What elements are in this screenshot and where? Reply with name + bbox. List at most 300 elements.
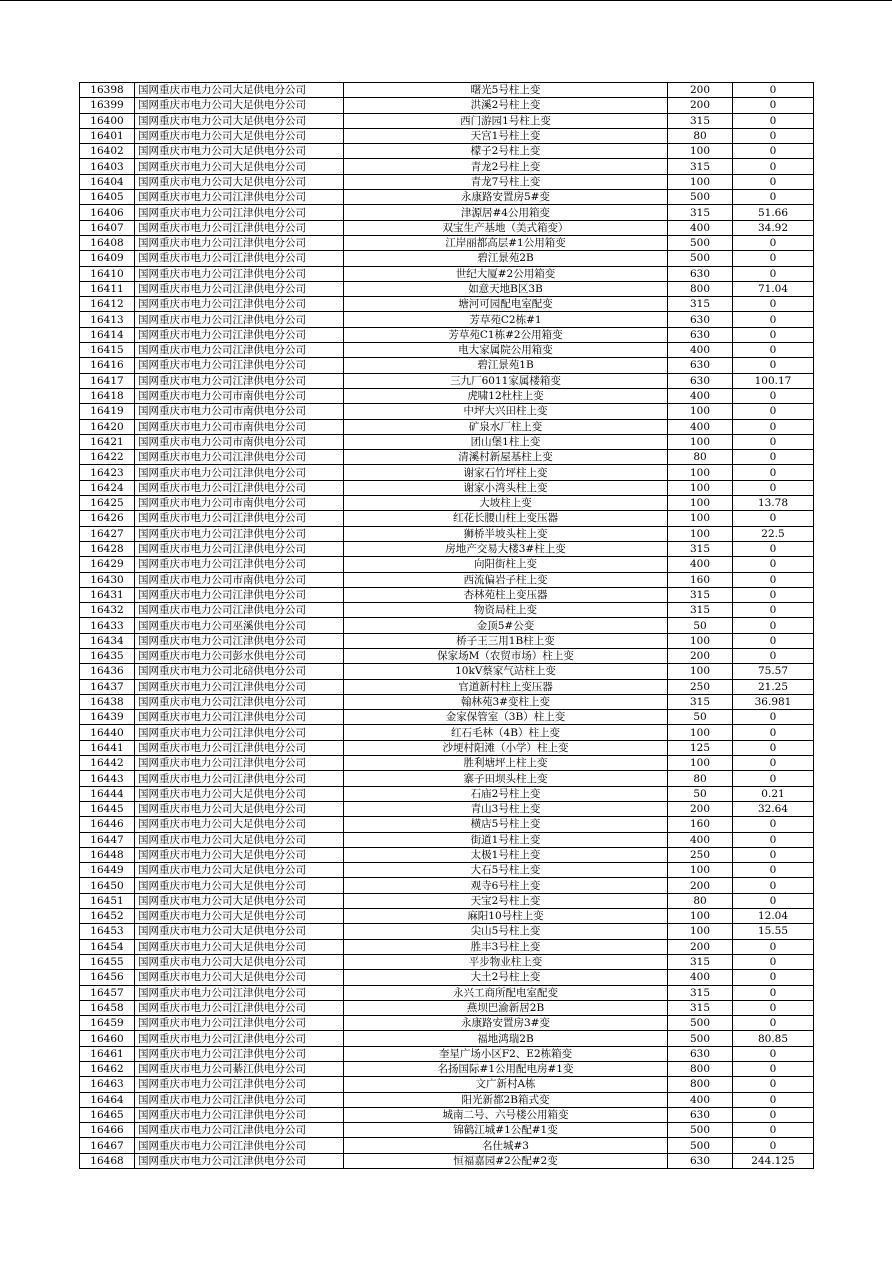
capacity-cell: 200 xyxy=(668,801,733,816)
value-cell: 0 xyxy=(733,756,814,771)
row-id-cell: 16419 xyxy=(80,404,135,419)
company-cell: 国网重庆市电力公司大足供电分公司 xyxy=(135,924,344,939)
transformer-name-cell: 天宝2号柱上变 xyxy=(344,893,668,908)
row-id-cell: 16418 xyxy=(80,388,135,403)
row-id-cell: 16451 xyxy=(80,893,135,908)
table-row xyxy=(80,786,814,801)
table-row xyxy=(80,404,814,419)
company-cell: 国网重庆市电力公司江津供电分公司 xyxy=(135,756,344,771)
company-cell: 国网重庆市电力公司大足供电分公司 xyxy=(135,893,344,908)
company-cell: 国网重庆市电力公司大足供电分公司 xyxy=(135,817,344,832)
value-cell: 0 xyxy=(733,847,814,862)
table-row xyxy=(80,587,814,602)
table-row xyxy=(80,159,814,174)
transformer-name-cell: 青龙7号柱上变 xyxy=(344,174,668,189)
transformer-name-cell: 太极1号柱上变 xyxy=(344,847,668,862)
value-cell: 12.04 xyxy=(733,909,814,924)
row-id-cell: 16424 xyxy=(80,480,135,495)
capacity-cell: 630 xyxy=(668,327,733,342)
capacity-cell: 125 xyxy=(668,740,733,755)
company-cell: 国网重庆市电力公司江津供电分公司 xyxy=(135,343,344,358)
row-id-cell: 16421 xyxy=(80,434,135,449)
capacity-cell: 80 xyxy=(668,893,733,908)
table-row xyxy=(80,924,814,939)
value-cell: 34.92 xyxy=(733,220,814,235)
table-row xyxy=(80,664,814,679)
transformer-name-cell: 杏林苑柱上变压器 xyxy=(344,587,668,602)
row-id-cell: 16440 xyxy=(80,725,135,740)
company-cell: 国网重庆市电力公司大足供电分公司 xyxy=(135,113,344,128)
transformer-name-cell: 锦鹤江城#1公配#1变 xyxy=(344,1123,668,1138)
capacity-cell: 100 xyxy=(668,664,733,679)
transformer-name-cell: 津源居#4公用箱变 xyxy=(344,205,668,220)
capacity-cell: 800 xyxy=(668,281,733,296)
row-id-cell: 16459 xyxy=(80,1016,135,1031)
company-cell: 国网重庆市电力公司江津供电分公司 xyxy=(135,281,344,296)
row-id-cell: 16445 xyxy=(80,801,135,816)
value-cell: 0 xyxy=(733,98,814,113)
table-row xyxy=(80,388,814,403)
capacity-cell: 630 xyxy=(668,1107,733,1122)
transformer-name-cell: 红石毛林（4B）柱上变 xyxy=(344,725,668,740)
value-cell: 100.17 xyxy=(733,373,814,388)
company-cell: 国网重庆市电力公司江津供电分公司 xyxy=(135,710,344,725)
company-cell: 国网重庆市电力公司江津供电分公司 xyxy=(135,1107,344,1122)
row-id-cell: 16466 xyxy=(80,1123,135,1138)
transformer-name-cell: 虎啸12杜柱上变 xyxy=(344,388,668,403)
row-id-cell: 16444 xyxy=(80,786,135,801)
table-row xyxy=(80,1153,814,1168)
capacity-cell: 630 xyxy=(668,312,733,327)
company-cell: 国网重庆市电力公司大足供电分公司 xyxy=(135,801,344,816)
company-cell: 国网重庆市电力公司大足供电分公司 xyxy=(135,970,344,985)
row-id-cell: 16427 xyxy=(80,526,135,541)
value-cell: 0 xyxy=(733,419,814,434)
row-id-cell: 16425 xyxy=(80,496,135,511)
capacity-cell: 315 xyxy=(668,587,733,602)
table-row xyxy=(80,220,814,235)
value-cell: 0.21 xyxy=(733,786,814,801)
value-cell: 36.981 xyxy=(733,694,814,709)
capacity-cell: 500 xyxy=(668,1031,733,1046)
row-id-cell: 16428 xyxy=(80,541,135,556)
capacity-cell: 50 xyxy=(668,786,733,801)
transformer-name-cell: 矿泉水厂柱上变 xyxy=(344,419,668,434)
transformer-name-cell: 永康路安置房3#变 xyxy=(344,1016,668,1031)
capacity-cell: 315 xyxy=(668,541,733,556)
capacity-cell: 200 xyxy=(668,98,733,113)
value-cell: 0 xyxy=(733,893,814,908)
transformer-name-cell: 大坡柱上变 xyxy=(344,496,668,511)
table-row xyxy=(80,939,814,954)
row-id-cell: 16438 xyxy=(80,694,135,709)
table-row xyxy=(80,511,814,526)
table-row xyxy=(80,1107,814,1122)
transformer-name-cell: 保家场M（农贸市场）柱上变 xyxy=(344,648,668,663)
value-cell: 0 xyxy=(733,450,814,465)
company-cell: 国网重庆市电力公司江津供电分公司 xyxy=(135,1153,344,1168)
row-id-cell: 16449 xyxy=(80,863,135,878)
transformer-name-cell: 金家保管室（3B）柱上变 xyxy=(344,710,668,725)
capacity-cell: 100 xyxy=(668,496,733,511)
row-id-cell: 16450 xyxy=(80,878,135,893)
table-row xyxy=(80,633,814,648)
value-cell: 80.85 xyxy=(733,1031,814,1046)
capacity-cell: 400 xyxy=(668,1092,733,1107)
transformer-name-cell: 名扬国际#1公用配电房#1变 xyxy=(344,1062,668,1077)
table-row xyxy=(80,648,814,663)
company-cell: 国网重庆市电力公司市南供电分公司 xyxy=(135,419,344,434)
value-cell: 0 xyxy=(733,572,814,587)
capacity-cell: 800 xyxy=(668,1062,733,1077)
company-cell: 国网重庆市电力公司江津供电分公司 xyxy=(135,1077,344,1092)
value-cell: 32.64 xyxy=(733,801,814,816)
transformer-name-cell: 观寺6号柱上变 xyxy=(344,878,668,893)
capacity-cell: 160 xyxy=(668,817,733,832)
value-cell: 0 xyxy=(733,541,814,556)
capacity-cell: 100 xyxy=(668,756,733,771)
table-row xyxy=(80,603,814,618)
table-row xyxy=(80,343,814,358)
table-row xyxy=(80,1062,814,1077)
row-id-cell: 16416 xyxy=(80,358,135,373)
row-id-cell: 16433 xyxy=(80,618,135,633)
capacity-cell: 315 xyxy=(668,1000,733,1015)
table-row xyxy=(80,541,814,556)
company-cell: 国网重庆市电力公司江津供电分公司 xyxy=(135,220,344,235)
company-cell: 国网重庆市电力公司江津供电分公司 xyxy=(135,480,344,495)
capacity-cell: 80 xyxy=(668,128,733,143)
capacity-cell: 500 xyxy=(668,251,733,266)
table-row xyxy=(80,450,814,465)
value-cell: 51.66 xyxy=(733,205,814,220)
top-rule xyxy=(0,0,892,1)
company-cell: 国网重庆市电力公司江津供电分公司 xyxy=(135,1092,344,1107)
transformer-name-cell: 文广新村A栋 xyxy=(344,1077,668,1092)
transformer-name-cell: 芳草苑C1栋#2公用箱变 xyxy=(344,327,668,342)
capacity-cell: 100 xyxy=(668,404,733,419)
transformer-name-cell: 尖山5号柱上变 xyxy=(344,924,668,939)
transformer-name-cell: 檬子2号柱上变 xyxy=(344,144,668,159)
row-id-cell: 16402 xyxy=(80,144,135,159)
value-cell: 0 xyxy=(733,1062,814,1077)
table-row xyxy=(80,266,814,281)
table-row xyxy=(80,557,814,572)
value-cell: 0 xyxy=(733,954,814,969)
row-id-cell: 16409 xyxy=(80,251,135,266)
row-id-cell: 16435 xyxy=(80,648,135,663)
row-id-cell: 16430 xyxy=(80,572,135,587)
capacity-cell: 100 xyxy=(668,511,733,526)
transformer-name-cell: 街道1号柱上变 xyxy=(344,832,668,847)
transformer-name-cell: 物资局柱上变 xyxy=(344,603,668,618)
transformer-name-cell: 狮桥半坡头柱上变 xyxy=(344,526,668,541)
company-cell: 国网重庆市电力公司巫溪供电分公司 xyxy=(135,618,344,633)
company-cell: 国网重庆市电力公司大足供电分公司 xyxy=(135,832,344,847)
transformer-name-cell: 芳草苑C2栋#1 xyxy=(344,312,668,327)
company-cell: 国网重庆市电力公司江津供电分公司 xyxy=(135,205,344,220)
value-cell: 0 xyxy=(733,710,814,725)
row-id-cell: 16462 xyxy=(80,1062,135,1077)
row-id-cell: 16454 xyxy=(80,939,135,954)
row-id-cell: 16446 xyxy=(80,817,135,832)
value-cell: 0 xyxy=(733,557,814,572)
row-id-cell: 16443 xyxy=(80,771,135,786)
transformer-name-cell: 双宝生产基地（美式箱变） xyxy=(344,220,668,235)
table-row xyxy=(80,878,814,893)
transformer-name-cell: 房地产交易大楼3#柱上变 xyxy=(344,541,668,556)
company-cell: 国网重庆市电力公司大足供电分公司 xyxy=(135,954,344,969)
table-row xyxy=(80,98,814,113)
company-cell: 国网重庆市电力公司大足供电分公司 xyxy=(135,83,344,98)
table-row xyxy=(80,419,814,434)
company-cell: 国网重庆市电力公司江津供电分公司 xyxy=(135,373,344,388)
table-row xyxy=(80,251,814,266)
row-id-cell: 16453 xyxy=(80,924,135,939)
value-cell: 0 xyxy=(733,939,814,954)
row-id-cell: 16441 xyxy=(80,740,135,755)
capacity-cell: 100 xyxy=(668,526,733,541)
value-cell: 0 xyxy=(733,159,814,174)
value-cell: 0 xyxy=(733,1046,814,1061)
company-cell: 国网重庆市电力公司江津供电分公司 xyxy=(135,327,344,342)
capacity-cell: 50 xyxy=(668,710,733,725)
table-row xyxy=(80,1077,814,1092)
transformer-name-cell: 三九厂6011家属楼箱变 xyxy=(344,373,668,388)
row-id-cell: 16411 xyxy=(80,281,135,296)
row-id-cell: 16407 xyxy=(80,220,135,235)
capacity-cell: 80 xyxy=(668,450,733,465)
capacity-cell: 100 xyxy=(668,465,733,480)
capacity-cell: 200 xyxy=(668,939,733,954)
capacity-cell: 250 xyxy=(668,679,733,694)
value-cell: 0 xyxy=(733,725,814,740)
capacity-cell: 100 xyxy=(668,909,733,924)
capacity-cell: 100 xyxy=(668,924,733,939)
transformer-name-cell: 福地鸿瑞2B xyxy=(344,1031,668,1046)
table-body xyxy=(80,83,814,1169)
capacity-cell: 80 xyxy=(668,771,733,786)
table-row xyxy=(80,985,814,1000)
transformer-name-cell: 曙光5号柱上变 xyxy=(344,83,668,98)
company-cell: 国网重庆市电力公司大足供电分公司 xyxy=(135,159,344,174)
transformer-name-cell: 10kV蔡家气站柱上变 xyxy=(344,664,668,679)
row-id-cell: 16458 xyxy=(80,1000,135,1015)
row-id-cell: 16447 xyxy=(80,832,135,847)
company-cell: 国网重庆市电力公司江津供电分公司 xyxy=(135,312,344,327)
company-cell: 国网重庆市电力公司江津供电分公司 xyxy=(135,266,344,281)
value-cell: 75.57 xyxy=(733,664,814,679)
capacity-cell: 400 xyxy=(668,220,733,235)
table-row xyxy=(80,1000,814,1015)
table-row xyxy=(80,756,814,771)
company-cell: 国网重庆市电力公司大足供电分公司 xyxy=(135,939,344,954)
value-cell: 0 xyxy=(733,312,814,327)
table-row xyxy=(80,909,814,924)
transformer-name-cell: 碧江景苑2B xyxy=(344,251,668,266)
transformer-name-cell: 电大家属院公用箱变 xyxy=(344,343,668,358)
value-cell: 0 xyxy=(733,174,814,189)
table-row xyxy=(80,526,814,541)
row-id-cell: 16399 xyxy=(80,98,135,113)
company-cell: 国网重庆市电力公司江津供电分公司 xyxy=(135,190,344,205)
capacity-cell: 400 xyxy=(668,343,733,358)
transformer-name-cell: 城南二号、六号楼公用箱变 xyxy=(344,1107,668,1122)
row-id-cell: 16422 xyxy=(80,450,135,465)
value-cell: 71.04 xyxy=(733,281,814,296)
row-id-cell: 16429 xyxy=(80,557,135,572)
row-id-cell: 16401 xyxy=(80,128,135,143)
row-id-cell: 16467 xyxy=(80,1138,135,1153)
table-row xyxy=(80,801,814,816)
row-id-cell: 16439 xyxy=(80,710,135,725)
value-cell: 0 xyxy=(733,388,814,403)
row-id-cell: 16460 xyxy=(80,1031,135,1046)
transformer-name-cell: 大土2号柱上变 xyxy=(344,970,668,985)
company-cell: 国网重庆市电力公司江津供电分公司 xyxy=(135,1016,344,1031)
company-cell: 国网重庆市电力公司大足供电分公司 xyxy=(135,863,344,878)
table-row xyxy=(80,128,814,143)
capacity-cell: 100 xyxy=(668,480,733,495)
value-cell: 0 xyxy=(733,480,814,495)
table-row xyxy=(80,710,814,725)
transformer-name-cell: 塘河可园配电室配变 xyxy=(344,297,668,312)
capacity-cell: 315 xyxy=(668,205,733,220)
row-id-cell: 16437 xyxy=(80,679,135,694)
capacity-cell: 630 xyxy=(668,1153,733,1168)
transformer-name-cell: 青龙2号柱上变 xyxy=(344,159,668,174)
table-row xyxy=(80,771,814,786)
table-row xyxy=(80,480,814,495)
company-cell: 国网重庆市电力公司大足供电分公司 xyxy=(135,174,344,189)
table-row xyxy=(80,954,814,969)
row-id-cell: 16463 xyxy=(80,1077,135,1092)
transformer-name-cell: 金顶5#公变 xyxy=(344,618,668,633)
value-cell: 0 xyxy=(733,465,814,480)
table-row xyxy=(80,373,814,388)
value-cell: 0 xyxy=(733,83,814,98)
table-row xyxy=(80,327,814,342)
table-row xyxy=(80,174,814,189)
value-cell: 0 xyxy=(733,1107,814,1122)
capacity-cell: 630 xyxy=(668,266,733,281)
company-cell: 国网重庆市电力公司江津供电分公司 xyxy=(135,297,344,312)
row-id-cell: 16405 xyxy=(80,190,135,205)
table-row xyxy=(80,297,814,312)
row-id-cell: 16452 xyxy=(80,909,135,924)
capacity-cell: 250 xyxy=(668,847,733,862)
row-id-cell: 16415 xyxy=(80,343,135,358)
row-id-cell: 16408 xyxy=(80,235,135,250)
capacity-cell: 50 xyxy=(668,618,733,633)
capacity-cell: 800 xyxy=(668,1077,733,1092)
transformer-name-cell: 麻阳10号柱上变 xyxy=(344,909,668,924)
company-cell: 国网重庆市电力公司江津供电分公司 xyxy=(135,603,344,618)
transformer-name-cell: 官道新村柱上变压器 xyxy=(344,679,668,694)
value-cell: 0 xyxy=(733,1123,814,1138)
transformer-name-cell: 寨子田坝头柱上变 xyxy=(344,771,668,786)
transformer-name-cell: 永康路安置房5#变 xyxy=(344,190,668,205)
capacity-cell: 500 xyxy=(668,1123,733,1138)
row-id-cell: 16468 xyxy=(80,1153,135,1168)
transformer-name-cell: 团山堡1柱上变 xyxy=(344,434,668,449)
transformer-name-cell: 恒福嘉园#2公配#2变 xyxy=(344,1153,668,1168)
capacity-cell: 500 xyxy=(668,235,733,250)
value-cell: 0 xyxy=(733,863,814,878)
transformer-name-cell: 向阳街柱上变 xyxy=(344,557,668,572)
value-cell: 0 xyxy=(733,511,814,526)
table-row xyxy=(80,205,814,220)
transformer-name-cell: 平步物业柱上变 xyxy=(344,954,668,969)
table-row xyxy=(80,679,814,694)
transformer-name-cell: 横店5号柱上变 xyxy=(344,817,668,832)
company-cell: 国网重庆市电力公司市南供电分公司 xyxy=(135,496,344,511)
row-id-cell: 16406 xyxy=(80,205,135,220)
table-row xyxy=(80,572,814,587)
transformer-name-cell: 翰林苑3#变柱上变 xyxy=(344,694,668,709)
capacity-cell: 315 xyxy=(668,159,733,174)
capacity-cell: 315 xyxy=(668,985,733,1000)
company-cell: 国网重庆市电力公司江津供电分公司 xyxy=(135,587,344,602)
row-id-cell: 16442 xyxy=(80,756,135,771)
value-cell: 0 xyxy=(733,970,814,985)
capacity-cell: 315 xyxy=(668,694,733,709)
row-id-cell: 16457 xyxy=(80,985,135,1000)
row-id-cell: 16432 xyxy=(80,603,135,618)
capacity-cell: 400 xyxy=(668,419,733,434)
row-id-cell: 16465 xyxy=(80,1107,135,1122)
value-cell: 0 xyxy=(733,327,814,342)
company-cell: 国网重庆市电力公司江津供电分公司 xyxy=(135,633,344,648)
row-id-cell: 16455 xyxy=(80,954,135,969)
company-cell: 国网重庆市电力公司大足供电分公司 xyxy=(135,98,344,113)
table-row xyxy=(80,312,814,327)
company-cell: 国网重庆市电力公司江津供电分公司 xyxy=(135,679,344,694)
transformer-name-cell: 永兴工商所配电室配变 xyxy=(344,985,668,1000)
transformer-name-cell: 中坪大兴田柱上变 xyxy=(344,404,668,419)
table-row xyxy=(80,235,814,250)
capacity-cell: 315 xyxy=(668,297,733,312)
transformer-name-cell: 如意天地B区3B xyxy=(344,281,668,296)
company-cell: 国网重庆市电力公司江津供电分公司 xyxy=(135,740,344,755)
capacity-cell: 200 xyxy=(668,648,733,663)
row-id-cell: 16403 xyxy=(80,159,135,174)
value-cell: 13.78 xyxy=(733,496,814,511)
value-cell: 244.125 xyxy=(733,1153,814,1168)
company-cell: 国网重庆市电力公司江津供电分公司 xyxy=(135,235,344,250)
value-cell: 0 xyxy=(733,404,814,419)
row-id-cell: 16434 xyxy=(80,633,135,648)
row-id-cell: 16417 xyxy=(80,373,135,388)
value-cell: 0 xyxy=(733,587,814,602)
value-cell: 0 xyxy=(733,633,814,648)
table-row xyxy=(80,1031,814,1046)
value-cell: 0 xyxy=(733,266,814,281)
capacity-cell: 400 xyxy=(668,970,733,985)
value-cell: 0 xyxy=(733,1000,814,1015)
value-cell: 0 xyxy=(733,251,814,266)
capacity-cell: 315 xyxy=(668,954,733,969)
table-row xyxy=(80,358,814,373)
transformer-name-cell: 桥子王三用1B柱上变 xyxy=(344,633,668,648)
table-row xyxy=(80,694,814,709)
transformer-name-cell: 谢家小湾头柱上变 xyxy=(344,480,668,495)
company-cell: 国网重庆市电力公司江津供电分公司 xyxy=(135,1000,344,1015)
value-cell: 0 xyxy=(733,1092,814,1107)
company-cell: 国网重庆市电力公司江津供电分公司 xyxy=(135,1031,344,1046)
company-cell: 国网重庆市电力公司大足供电分公司 xyxy=(135,786,344,801)
transformer-name-cell: 燕坝巴渝新居2B xyxy=(344,1000,668,1015)
